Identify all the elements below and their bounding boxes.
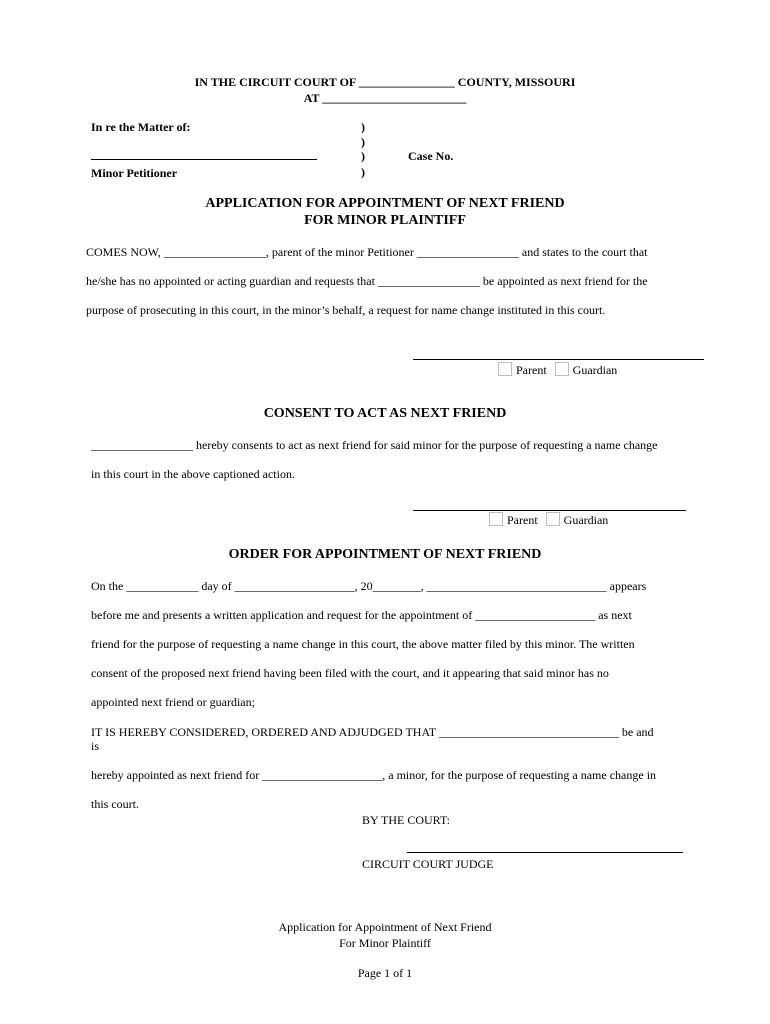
order-paragraph-line2: before me and presents a written application and request for the appointment of ____________________ as next: [91, 608, 632, 622]
consent-role-options: [489, 512, 616, 528]
case-no-label: Case No.: [408, 149, 454, 163]
page-number: Page 1 of 1: [357, 966, 413, 980]
consent-guardian-label: Guardian: [563, 513, 609, 527]
guardian-label: Guardian: [572, 363, 618, 377]
parent-label: Parent: [516, 363, 547, 377]
consent-parent-label: Parent: [507, 513, 538, 527]
application-paragraph-line3: purpose of prosecuting in this court, in the minor’s behalf, a request for name change instituted in this court.: [86, 303, 606, 317]
footer-line1: Application for Appointment of Next Friend: [278, 920, 492, 934]
order-paragraph-line4: consent of the proposed next friend having been filed with the court, and it appearing that said minor has no: [91, 666, 609, 680]
caption-paren-1: ): [361, 120, 365, 134]
order-paragraph-line3: friend for the purpose of requesting a name change in this court, the above matter filed by this minor. The written: [91, 637, 635, 651]
order-paragraph-line7: hereby appointed as next friend for ____________________, a minor, for the purpose of requesting a name change in: [91, 768, 657, 782]
court-header-line2: AT ________________________: [303, 91, 467, 105]
applicant-signature-line: [413, 359, 704, 360]
parent-checkbox[interactable]: [498, 362, 512, 376]
application-paragraph-line2: he/she has no appointed or acting guardian and requests that _________________ be appointed as next friend for the: [86, 274, 648, 288]
by-the-court-label: BY THE COURT:: [362, 813, 451, 827]
minor-petitioner-label: Minor Petitioner: [91, 166, 178, 180]
consent-paragraph-line1: _________________ hereby consents to act as next friend for said minor for the purpose of requesting a name change: [91, 438, 658, 452]
caption-paren-4: ): [361, 165, 365, 179]
judge-signature-line: [407, 852, 683, 853]
order-paragraph-line1: On the ____________ day of ____________________, 20________, ______________________________ appears: [91, 579, 647, 593]
petitioner-name-line: [91, 159, 317, 160]
court-header-line1: IN THE CIRCUIT COURT OF ________________ COUNTY, MISSOURI: [194, 75, 576, 89]
order-paragraph-line8: this court.: [91, 797, 139, 811]
caption-paren-3: ): [361, 149, 365, 163]
applicant-role-options: [498, 362, 625, 378]
consent-guardian-checkbox[interactable]: [546, 512, 560, 526]
application-paragraph-line1: COMES NOW, _________________, parent of the minor Petitioner _________________ and states to the court that: [86, 245, 648, 259]
consent-signature-line: [413, 510, 686, 511]
guardian-checkbox[interactable]: [555, 362, 569, 376]
matter-label: In re the Matter of:: [91, 120, 191, 134]
order-paragraph-line5: appointed next friend or guardian;: [91, 695, 255, 709]
footer-line2: For Minor Plaintiff: [339, 936, 431, 950]
circuit-court-judge-label: CIRCUIT COURT JUDGE: [362, 857, 494, 871]
caption-paren-2: ): [361, 135, 365, 149]
order-adjudged-line-wrap: is: [91, 739, 100, 753]
consent-title: CONSENT TO ACT AS NEXT FRIEND: [263, 406, 507, 421]
consent-parent-checkbox[interactable]: [489, 512, 503, 526]
application-title-2: FOR MINOR PLAINTIFF: [304, 213, 466, 228]
application-title-1: APPLICATION FOR APPOINTMENT OF NEXT FRIEND: [205, 196, 565, 211]
consent-paragraph-line2: in this court in the above captioned action.: [91, 467, 295, 481]
order-adjudged-line: IT IS HEREBY CONSIDERED, ORDERED AND ADJUDGED THAT ______________________________ be and: [91, 725, 654, 739]
order-title: ORDER FOR APPOINTMENT OF NEXT FRIEND: [228, 547, 542, 562]
